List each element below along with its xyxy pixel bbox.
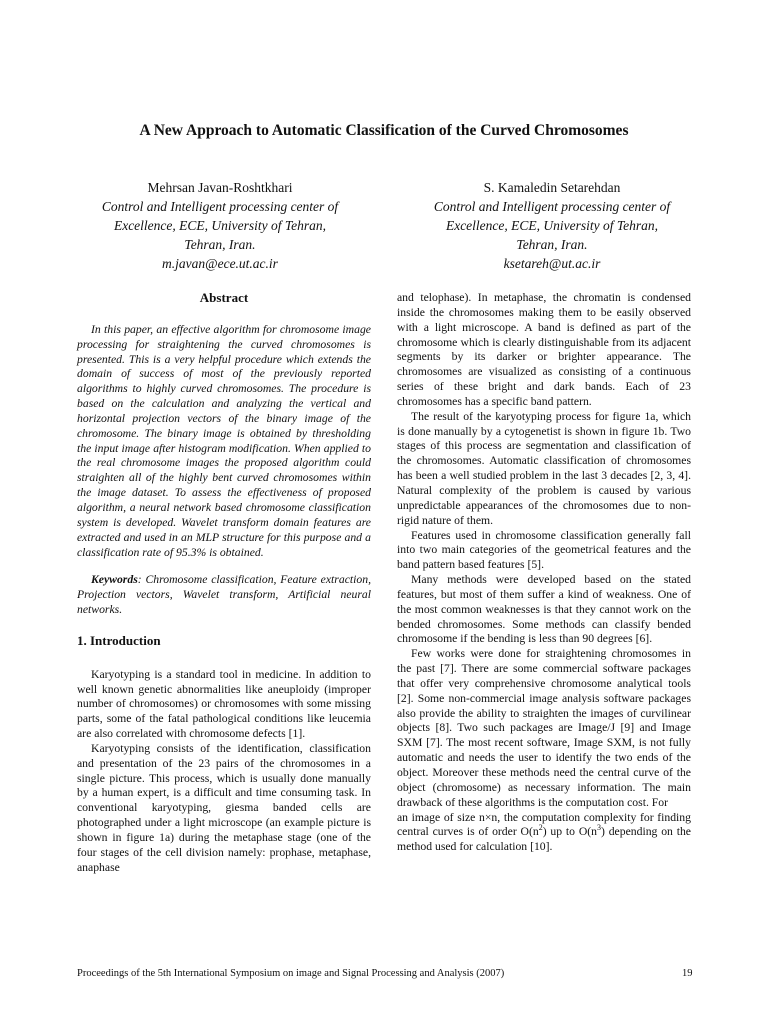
text-run: ) up to O(n	[542, 825, 597, 839]
author-affiliation: Excellence, ECE, University of Tehran,	[445, 218, 659, 233]
right-column	[397, 291, 691, 855]
text-run: an image of size n×n, the computation complexity for finding central curves is of order O(n	[397, 810, 691, 839]
intro-paragraph-2: Karyotyping consists of the identification, classification and presentation of the 23 pairs of the chromosomes in a single picture. This process, which is usually done manually by a human expert, is a difficult and time consuming task. In conventional karyotyping, giesma banded cells are photographed under a light microscope (an example picture is shown in figure 1a) during the metaphase stage (one of the four stages of the cell division namely: prophase, metaphase, anaphase	[77, 741, 371, 874]
author-email[interactable]: m.javan@ece.ut.ac.ir	[162, 256, 278, 271]
left-column	[77, 291, 371, 876]
right-paragraph-5: Few works were done for straightening chromosomes in the past [7]. There are some commercial software packages that offer very comprehensive chromosome analytical tools [2]. Some non-commercial image analysis software packages also provide the ability to straighten the images of curvilinear objects [8]. Two such packages are Image/J [9] and Image SXM [7]. The most recent software, Image SXM, is not fully automatic and needs the user to identify the two ends of the object. Moreover these methods need the central curve of the object (chromosome) as necessary information. The main drawback of these algorithms is the computation cost. For	[397, 647, 691, 809]
paper-title: A New Approach to Automatic Classification of the Curved Chromosomes	[139, 122, 629, 139]
author-affiliation: Control and Intelligent processing center of	[433, 199, 671, 214]
section-heading-introduction: 1. Introduction	[77, 632, 161, 648]
keywords	[77, 573, 371, 618]
author-block-1	[55, 178, 385, 273]
abstract-heading: Abstract	[199, 290, 249, 305]
page-number: 19	[682, 968, 693, 979]
abstract-text: In this paper, an effective algorithm for chromosome image processing for straightening the curved chromosomes is presented. This is a very helpful procedure which extends the domain of success of most of the previously reported algorithms to highly curved chromosomes. The procedure is based on the calculation and analyzing the vertical and horizontal projection vectors of the binary image of the chromosome. The binary image is obtained by thresholding the input image after histogram modification. When applied to the real chromosome images the proposed algorithm could straighten all of the highly bent curved chromosomes within the image dataset. To assess the effectiveness of proposed algorithm, a neural network based chromosome classification system is developed. Wavelet transform domain features are extracted and used in an MLP structure for this purpose and a classification rate of 95.3% is obtained.	[77, 322, 371, 559]
author-email[interactable]: ksetareh@ut.ac.ir	[503, 256, 601, 271]
intro-paragraph-1: Karyotyping is a standard tool in medicine. In addition to well known genetic abnormalities like aneuploidy (improper number of chromosomes) or chromosomes with some missing parts, some of the fatal pathological conditions like leucemia are also correlated with chromosome defects [1].	[77, 667, 371, 741]
author-name: Mehrsan Javan-Roshtkhari	[147, 180, 293, 195]
superscript: 3	[597, 823, 601, 833]
author-block-2	[387, 178, 717, 273]
author-name: S. Kamaledin Setarehdan	[483, 180, 621, 195]
right-paragraph-6	[397, 811, 691, 856]
keywords-text: : Chromosome classification, Feature extraction, Projection vectors, Wavelet transform, Artificial neural networks.	[77, 573, 371, 617]
author-affiliation: Control and Intelligent processing center of	[101, 199, 339, 214]
footer-proceedings: Proceedings of the 5th International Symposium on image and Signal Processing and Analysis (2007)	[77, 968, 505, 979]
author-affiliation: Tehran, Iran.	[516, 237, 588, 252]
text-run: ) depending on the method used for calculation [10].	[397, 825, 691, 854]
right-paragraph-1: and telophase). In metaphase, the chromatin is condensed inside the chromosomes making them to be easily observed with a light microscope. A band is defined as part of the chromosome which is clearly distinguishable from its adjacent segments by its darker or brighter appearance. The chromosomes are visualized as consisting of a continuous series of these bright and dark bands. Each of 23 chromosomes has a specific band pattern.	[397, 291, 691, 408]
right-paragraph-3: Features used in chromosome classification generally fall into two main categories of the geometrical features and the band pattern based features [5].	[397, 528, 691, 572]
author-affiliation: Excellence, ECE, University of Tehran,	[113, 218, 327, 233]
keywords-label: Keywords	[91, 573, 138, 587]
right-paragraph-2: The result of the karyotyping process for figure 1a, which is done manually by a cytogenetist is shown in figure 1b. Two stages of this process are segmentation and classification of the chromosomes. Automatic classification of chromosomes has been a well studied problem in the last 3 decades [2, 3, 4]. Natural complexity of the problem is caused by various unpredictable appearances of the chromosomes due to non-rigid nature of them.	[397, 409, 691, 527]
author-affiliation: Tehran, Iran.	[184, 237, 256, 252]
right-paragraph-4: Many methods were developed based on the stated features, but most of them suffer a kind of weakness. One of the most common weaknesses is that they cannot work on the bended chromosomes. Some methods can classify bended chromosome if the bending is less than 90 degrees [6].	[397, 573, 691, 646]
superscript: 2	[538, 823, 543, 833]
